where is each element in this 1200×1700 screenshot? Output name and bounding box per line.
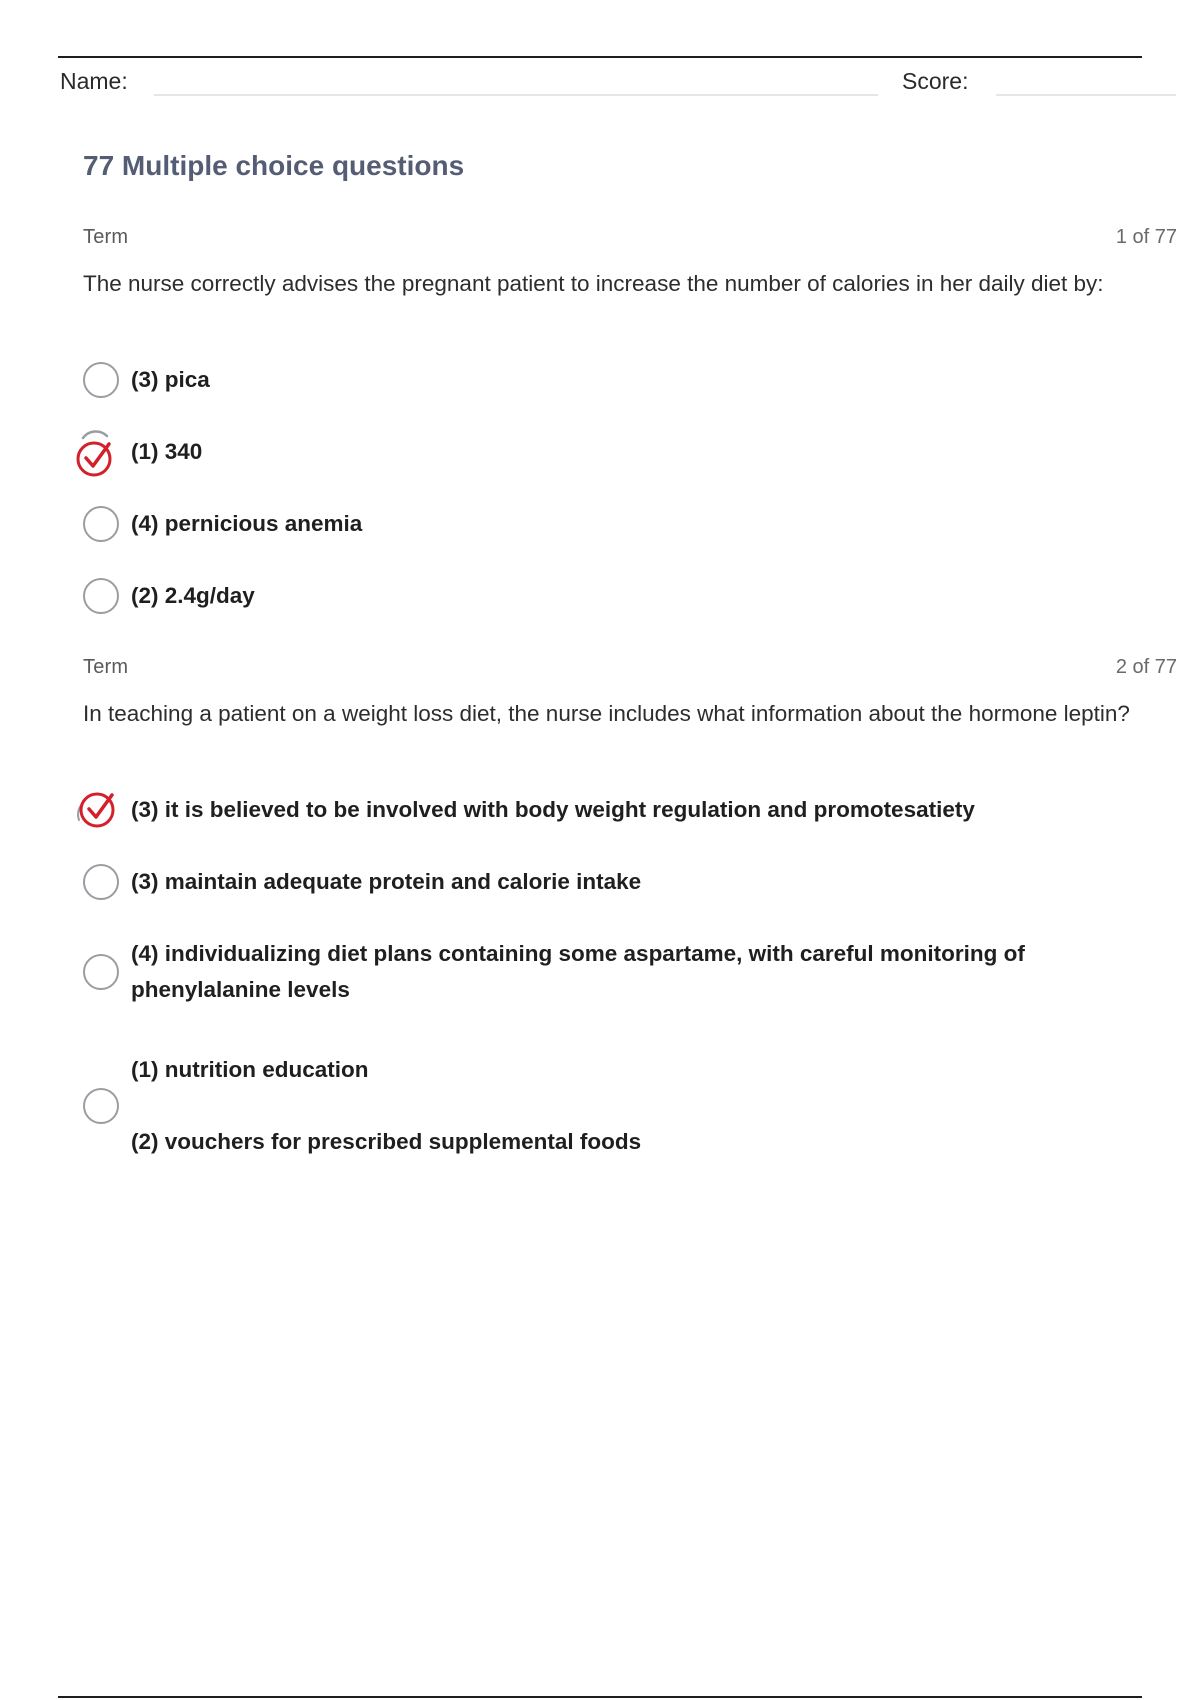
question-2 <box>83 656 1177 1154</box>
top-rule <box>58 56 1142 58</box>
option-label: (3) pica <box>131 367 210 392</box>
radio-button[interactable] <box>83 954 119 990</box>
score-field[interactable] <box>996 94 1176 96</box>
header-row <box>58 64 1178 104</box>
radio-button[interactable] <box>83 1088 119 1124</box>
option-label: (1) nutrition education <box>131 1057 369 1082</box>
name-field[interactable] <box>154 94 878 96</box>
question-text: The nurse correctly advises the pregnant patient to increase the number of calories in her daily diet by: <box>83 271 1104 296</box>
radio-button[interactable] <box>83 506 119 542</box>
option-label: (1) 340 <box>131 439 203 464</box>
question-1 <box>83 226 1177 608</box>
option-label: (4) pernicious anemia <box>131 511 363 536</box>
question-count: 2 of 77 <box>1115 656 1177 678</box>
section-title: 77 Multiple choice questions <box>83 150 465 181</box>
term-label: Term <box>83 656 129 678</box>
option-label: (2) 2.4g/day <box>131 583 255 608</box>
radio-button[interactable] <box>83 864 119 900</box>
score-label: Score: <box>902 68 969 94</box>
term-label: Term <box>83 226 129 248</box>
radio-button[interactable] <box>83 578 119 614</box>
checkmark-selected-icon[interactable] <box>75 428 121 478</box>
bottom-rule <box>58 1696 1142 1698</box>
option-label: (3) it is believed to be involved with body weight regulation and promotesatiety <box>131 797 975 822</box>
option-label: (3) maintain adequate protein and calorie intake <box>131 869 642 894</box>
question-text: In teaching a patient on a weight loss diet, the nurse includes what information about the hormone leptin? <box>83 701 1130 726</box>
question-count: 1 of 77 <box>1115 226 1177 248</box>
checkmark-selected-icon[interactable] <box>75 784 121 834</box>
option-label: (2) vouchers for prescribed supplemental foods <box>131 1129 642 1154</box>
option-label: (4) individualizing diet plans containing some aspartame, with careful monitoring of phenylalanine levels <box>131 941 1025 1002</box>
radio-button[interactable] <box>83 362 119 398</box>
name-label: Name: <box>60 68 128 94</box>
